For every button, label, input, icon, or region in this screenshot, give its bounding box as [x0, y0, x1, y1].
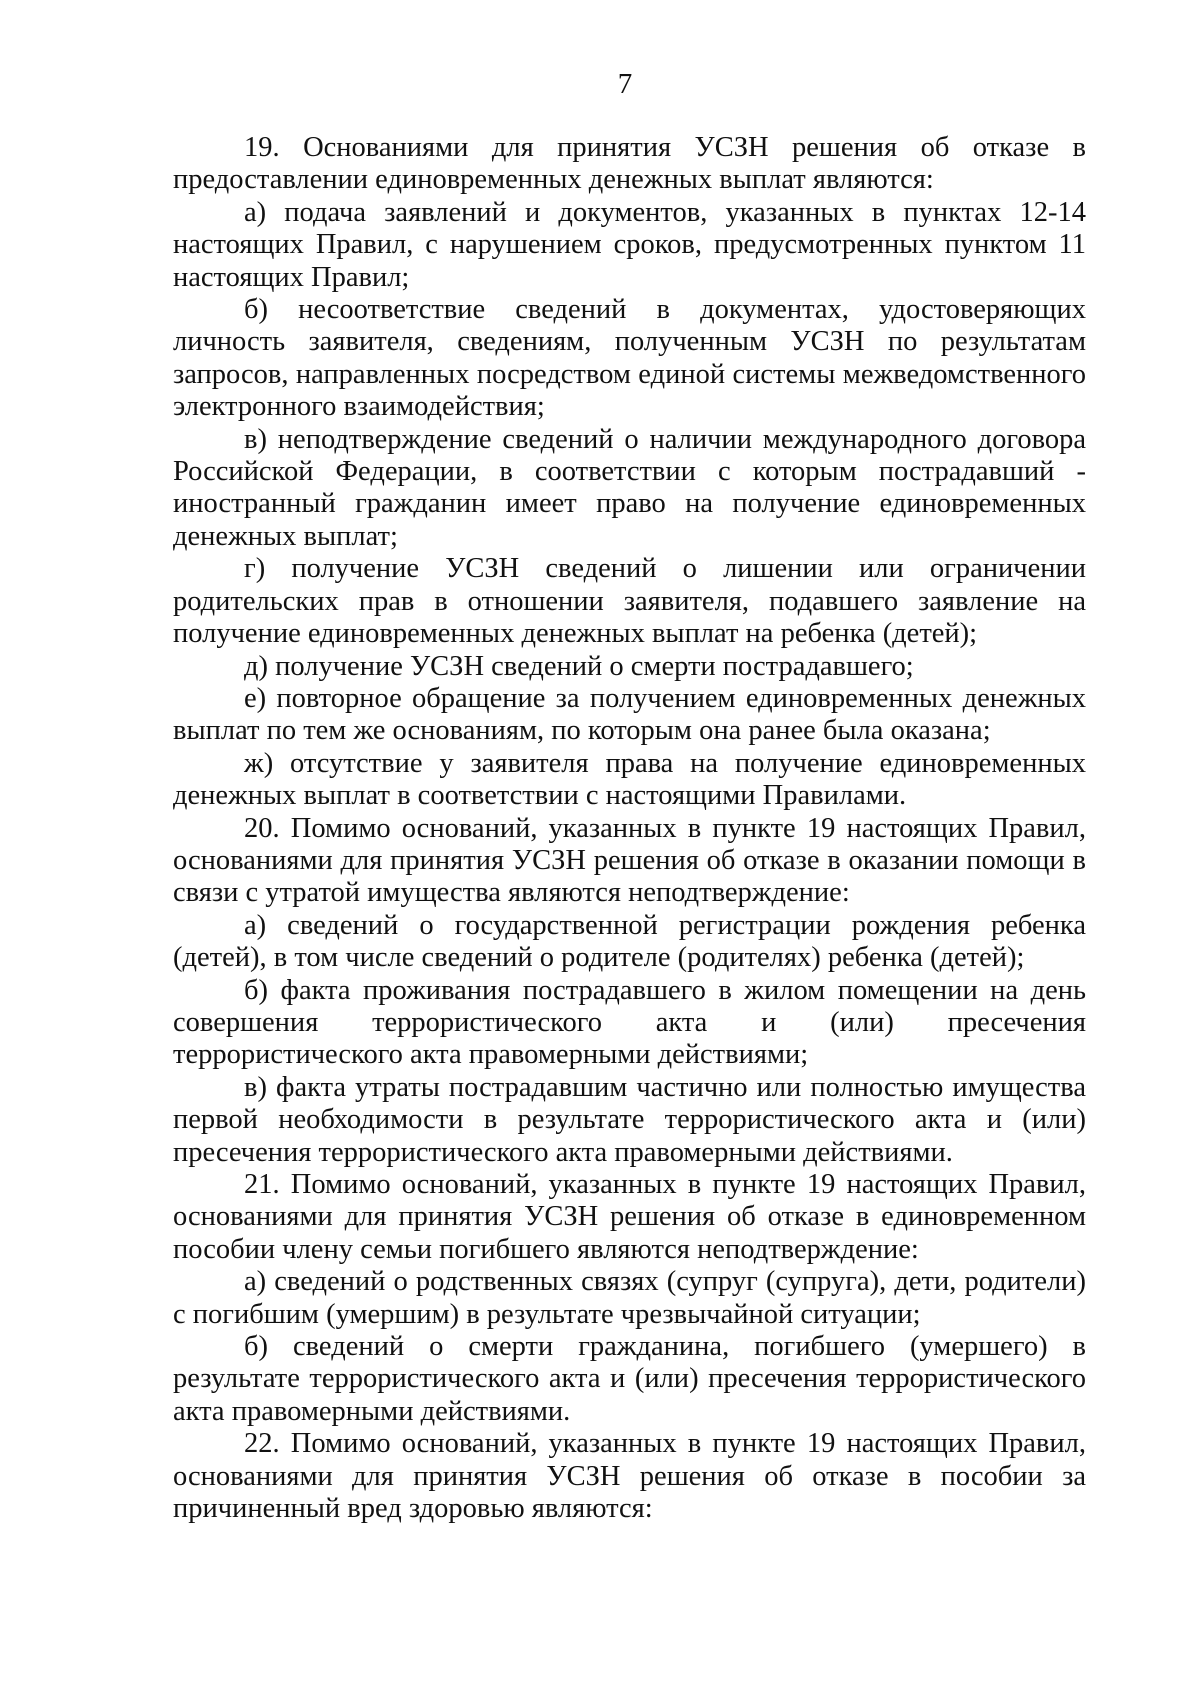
- paragraph-21-b: б) сведений о смерти гражданина, погибшего (умершего) в результате террористического акта и (или) пресечения террористического акта правомерными действиями.: [173, 1331, 1086, 1427]
- paragraph-21-intro: 21. Помимо оснований, указанных в пункте 19 настоящих Правил, основаниями для принятия УСЗН решения об отказе в единовременном пособии члену семьи погибшего являются неподтверждение:: [173, 1169, 1086, 1265]
- paragraph-22-intro: 22. Помимо оснований, указанных в пункте 19 настоящих Правил, основаниями для принятия УСЗН решения об отказе в пособии за причиненный вред здоровью являются:: [173, 1428, 1086, 1525]
- paragraph-19-a: а) подача заявлений и документов, указанных в пунктах 12-14 настоящих Правил, с нарушением сроков, предусмотренных пунктом 11 настоящих Правил;: [173, 196, 1086, 293]
- page-number: 7: [617, 68, 633, 100]
- paragraph-19-g: г) получение УСЗН сведений о лишении или ограничении родительских прав в отношении заявителя, подавшего заявление на получение единовременных денежных выплат на ребенка (детей);: [173, 553, 1086, 650]
- paragraph-20-b: б) факта проживания пострадавшего в жилом помещении на день совершения террористического акта и (или) пресечения террористического акта правомерными действиями;: [173, 974, 1086, 1071]
- paragraph-19-zh: ж) отсутствие у заявителя права на получение единовременных денежных выплат в соответствии с настоящими Правилами.: [173, 747, 1086, 812]
- paragraph-20-a: а) сведений о государственной регистрации рождения ребенка (детей), в том числе сведений о родителе (родителях) ребенка (детей);: [173, 909, 1086, 974]
- paragraph-20-intro: 20. Помимо оснований, указанных в пункте 19 настоящих Правил, основаниями для принятия УСЗН решения об отказе в оказании помощи в связи с утратой имущества являются неподтверждение:: [173, 812, 1086, 909]
- paragraph-21-a: а) сведений о родственных связях (супруг (супруга), дети, родители) с погибшим (умершим) в результате чрезвычайной ситуации;: [173, 1266, 1086, 1330]
- paragraph-19-intro: 19. Основаниями для принятия УСЗН решения об отказе в предоставлении единовременных денежных выплат являются:: [173, 132, 1086, 196]
- paragraph-20-v: в) факта утраты пострадавшим частично или полностью имущества первой необходимости в результате террористического акта и (или) пресечения террористического акта правомерными действиями.: [173, 1071, 1086, 1168]
- document-body: [173, 132, 1086, 1525]
- paragraph-19-d: д) получение УСЗН сведений о смерти пострадавшего;: [244, 650, 914, 682]
- paragraph-19-b: б) несоответствие сведений в документах, удостоверяющих личность заявителя, сведениям, полученным УСЗН по результатам запросов, направленных посредством единой системы межведомственного электронного взаимодействия;: [173, 294, 1086, 423]
- paragraph-19-v: в) неподтверждение сведений о наличии международного договора Российской Федерации, в соответствии с которым пострадавший - иностранный гражданин имеет право на получение единовременных денежных выплат;: [173, 423, 1086, 552]
- paragraph-19-e: е) повторное обращение за получением единовременных денежных выплат по тем же основаниям, по которым она ранее была оказана;: [173, 682, 1086, 747]
